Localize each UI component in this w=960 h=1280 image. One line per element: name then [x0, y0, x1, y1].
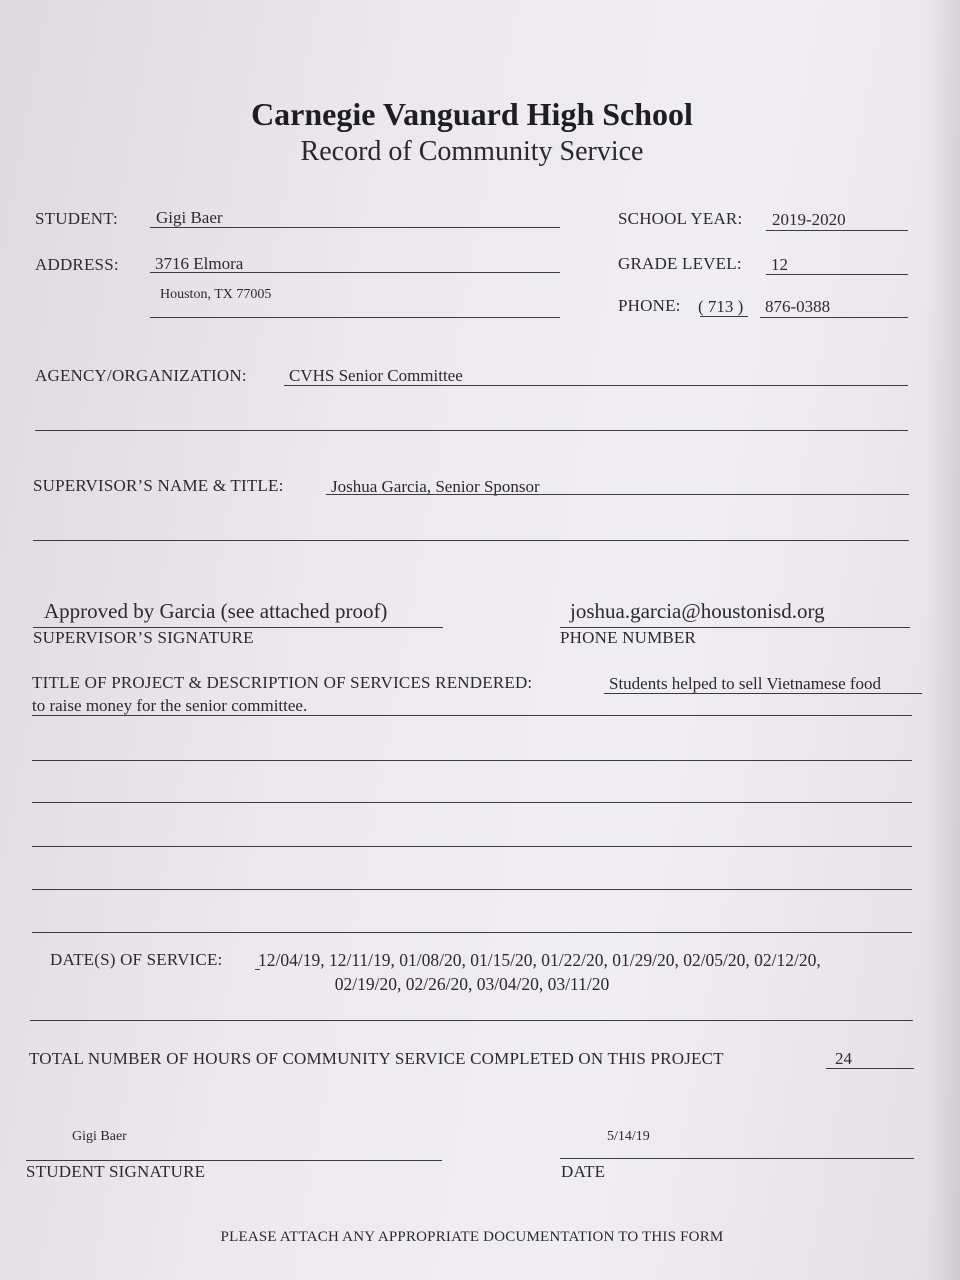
student-signature-line [26, 1160, 442, 1161]
phone-number-line [760, 317, 908, 318]
grade-level-value: 12 [771, 255, 788, 274]
address-line2: Houston, TX 77005 [160, 287, 272, 302]
supervisor-label: SUPERVISOR’S NAME & TITLE: [33, 476, 284, 495]
agency-value: CVHS Senior Committee [289, 366, 463, 385]
agency-line [284, 385, 908, 386]
form-title: Record of Community Service [300, 136, 644, 167]
dates-line1: 12/04/19, 12/11/19, 01/08/20, 01/15/20, 01/22/20, 01/29/20, 02/05/20, 02/12/20, [258, 950, 821, 970]
supervisor-signature-value: Approved by Garcia (see attached proof) [44, 599, 388, 623]
hours-line [826, 1068, 914, 1069]
student-label: STUDENT: [35, 209, 118, 228]
project-line1 [604, 693, 922, 694]
school-name: Carnegie Vanguard High School [251, 96, 693, 132]
supervisor-phone-label: PHONE NUMBER [560, 628, 697, 647]
phone-number: 876-0388 [765, 297, 831, 316]
project-line3 [32, 760, 912, 761]
project-line2 [32, 715, 912, 716]
school-year-line [766, 230, 908, 231]
phone-area-line [700, 316, 748, 317]
address-line1-rule [150, 272, 560, 273]
address-line1: 3716 Elmora [155, 254, 244, 273]
student-name-line [150, 227, 560, 228]
hours-value: 24 [835, 1049, 852, 1068]
student-signature-value: Gigi Baer [72, 1129, 127, 1144]
supervisor-phone-value: joshua.garcia@houstonisd.org [570, 599, 825, 623]
agency-extra-line [35, 430, 908, 431]
project-value-line1: Students helped to sell Vietnamese food [609, 674, 882, 693]
project-line5 [32, 846, 912, 847]
school-year-label: SCHOOL YEAR: [618, 209, 743, 228]
dates-line [30, 1020, 913, 1021]
project-line4 [32, 802, 912, 803]
project-line6 [32, 889, 912, 890]
address-line2-rule [150, 317, 560, 318]
paper-edge-shadow [926, 0, 960, 1280]
project-line7 [32, 932, 912, 933]
grade-level-line [766, 274, 908, 275]
student-signature-label: STUDENT SIGNATURE [26, 1162, 206, 1181]
supervisor-extra-line [33, 540, 909, 541]
supervisor-signature-label: SUPERVISOR’S SIGNATURE [33, 628, 254, 647]
student-name: Gigi Baer [156, 208, 223, 227]
dates-label: DATE(S) OF SERVICE: [50, 950, 223, 969]
supervisor-line [326, 494, 909, 495]
hours-label: TOTAL NUMBER OF HOURS OF COMMUNITY SERVICE COMPLETED ON THIS PROJECT [29, 1049, 724, 1068]
dates-line2: 02/19/20, 02/26/20, 03/04/20, 03/11/20 [334, 974, 610, 994]
date-value: 5/14/19 [607, 1129, 650, 1144]
footer-note: PLEASE ATTACH ANY APPROPRIATE DOCUMENTATION TO THIS FORM [220, 1229, 724, 1245]
grade-level-label: GRADE LEVEL: [618, 254, 742, 273]
project-label: TITLE OF PROJECT & DESCRIPTION OF SERVICES RENDERED: [32, 673, 533, 692]
date-line [560, 1158, 914, 1159]
supervisor-value: Joshua Garcia, Senior Sponsor [331, 477, 540, 496]
phone-label: PHONE: [618, 296, 681, 315]
project-value-line2: to raise money for the senior committee. [32, 696, 308, 715]
agency-label: AGENCY/ORGANIZATION: [35, 366, 247, 385]
date-label: DATE [561, 1162, 606, 1181]
address-label: ADDRESS: [35, 255, 119, 274]
school-year-value: 2019-2020 [772, 210, 846, 229]
phone-area-code: ( 713 ) [698, 297, 744, 316]
